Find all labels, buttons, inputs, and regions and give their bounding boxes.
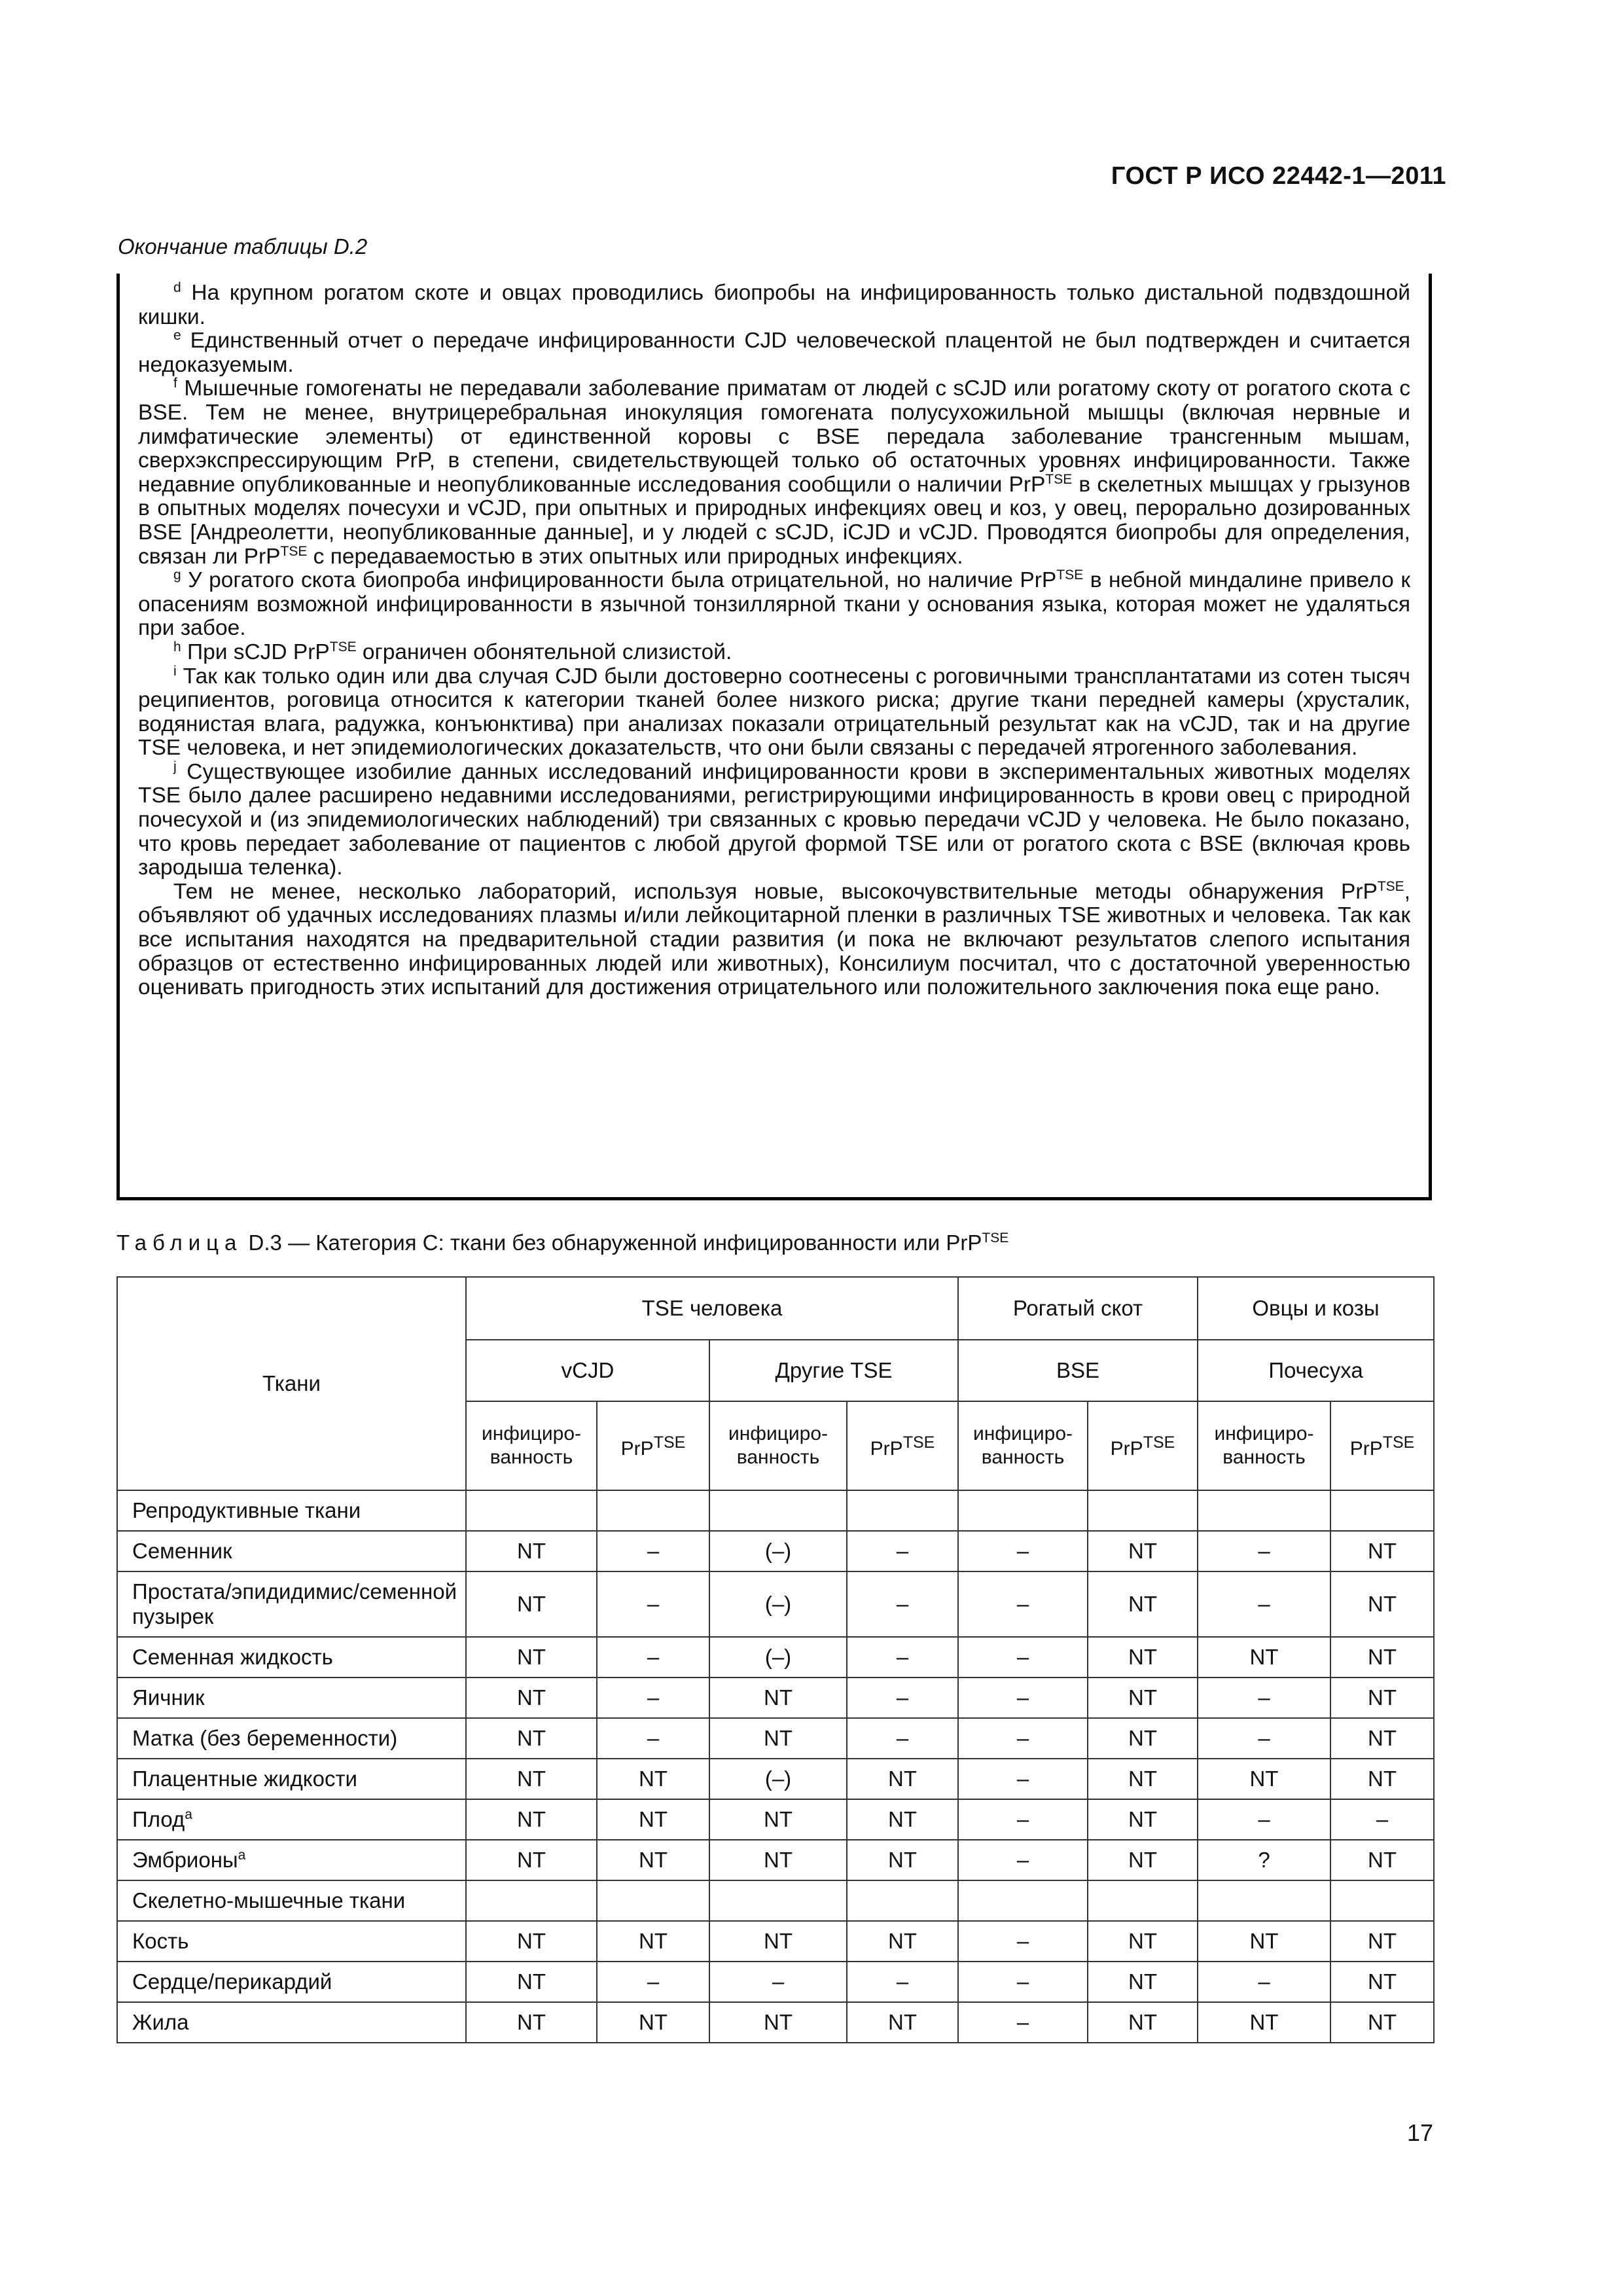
col-header-tissues: Ткани [117, 1277, 466, 1490]
table-cell: NT [1198, 2002, 1330, 2043]
standard-designation: ГОСТ Р ИСО 22442-1—2011 [1111, 162, 1446, 190]
table-cell [597, 1490, 709, 1531]
table-continuation-label: Окончание таблицы D.2 [118, 234, 368, 259]
tissue-name-text: Кость [132, 1929, 189, 1953]
footnote [138, 665, 1410, 761]
table-cell [847, 1490, 958, 1531]
table-cell: NT [847, 1759, 958, 1799]
col-subgroup-other-tse: Другие TSE [709, 1340, 958, 1401]
tissue-name-text: Семенная жидкость [132, 1645, 333, 1669]
table-cell: NT [1330, 1921, 1434, 1962]
footnote [138, 377, 1410, 569]
table-row [117, 1718, 1434, 1759]
tissue-name-text: Эмбрионы [132, 1848, 238, 1872]
tissue-name-text: Жила [132, 2010, 189, 2034]
table-cell: NT [1088, 1962, 1198, 2002]
table-cell: NT [597, 1759, 709, 1799]
table-cell: NT [1088, 1921, 1198, 1962]
tissue-name-text: Семенник [132, 1539, 232, 1563]
table-cell: (–) [709, 1759, 847, 1799]
table-cell: NT [1088, 1677, 1198, 1718]
table-cell: – [597, 1718, 709, 1759]
notes-box [116, 274, 1432, 1200]
footnote [138, 329, 1410, 377]
table-cell: – [958, 1718, 1088, 1759]
tissue-name [117, 1490, 466, 1531]
footnote-text: Существующее изобилие данных исследований инфицированности крови в экспериментальных животных моделях TSE было далее расширено недавними исследованиями, регистрирующими инфицированность в крови овец с природной почесухой и (из эпидемиологических наблюдений) три связанных с кровью передачи vCJD у человека. Не было показано, что кровь передает заболевание от пациентов с любой другой формой TSE или от рогатого скота с BSE (включая кровь зародыша теленка). [138, 759, 1410, 880]
tissue-name [117, 1759, 466, 1799]
table-cell: (–) [709, 1531, 847, 1571]
tissue-name-text: Скелетно-мышечные ткани [132, 1888, 406, 1912]
footnote [138, 761, 1410, 880]
table-cell: NT [1088, 1571, 1198, 1637]
tissue-name [117, 1962, 466, 2002]
footnote-text: Мышечные гомогенаты не передавали заболевание приматам от людей с sCJD или рогатому скоту от рогатого скота с BSE. Тем не менее, внутрицеребральная инокуляция гомогената полусухожильной мышцы (включая нервные и лимфатические элементы) от единственной коровы с BSE передала заболевание трансгенным мышам, сверхэкспрессирующим PrP, в степени, свидетельствующей только об остаточных уровнях инфицированности. Также недавние опубликованные и неопубликованные исследования сообщили о наличии PrP [138, 376, 1410, 497]
table-cell: – [1330, 1799, 1434, 1840]
table-cell: NT [709, 1718, 847, 1759]
table-cell [958, 1880, 1088, 1921]
table-cell: NT [1088, 1718, 1198, 1759]
col-group-sheep-goats: Овцы и козы [1198, 1277, 1434, 1340]
table-cell: NT [1088, 1840, 1198, 1880]
table-cell: NT [709, 2002, 847, 2043]
table-cell: NT [1330, 1962, 1434, 2002]
table-cell: – [1198, 1571, 1330, 1637]
table-cell: NT [597, 1921, 709, 1962]
col-header-prp-sup: TSE [902, 1433, 935, 1452]
table-cell: NT [466, 1799, 597, 1840]
table-row [117, 2002, 1434, 2043]
table-cell: NT [847, 2002, 958, 2043]
col-header-prp-text: PrP [1110, 1438, 1143, 1460]
tissue-name-text: Плацентные жидкости [132, 1767, 357, 1791]
table-cell: – [847, 1677, 958, 1718]
col-header-prp-sup: TSE [1143, 1433, 1175, 1452]
table-d3 [116, 1276, 1435, 2043]
footnote-mark: e [173, 328, 181, 344]
table-cell: NT [1088, 2002, 1198, 2043]
table-row [117, 1571, 1434, 1637]
table-cell: NT [709, 1840, 847, 1880]
col-subgroup-vcjd: vCJD [466, 1340, 709, 1401]
table-cell: NT [466, 1921, 597, 1962]
col-header-prp [1330, 1401, 1434, 1490]
table-cell [466, 1490, 597, 1531]
footnote-mark: j [173, 759, 177, 774]
table-cell: – [597, 1531, 709, 1571]
footnote-sup: TSE [1377, 878, 1404, 894]
table-cell [709, 1490, 847, 1531]
table-cell: – [958, 1571, 1088, 1637]
table-cell: NT [1330, 1840, 1434, 1880]
table-cell: – [958, 1677, 1088, 1718]
table-cell: – [958, 2002, 1088, 2043]
table-cell: NT [847, 1921, 958, 1962]
tissue-name [117, 1531, 466, 1571]
table-cell: NT [1088, 1759, 1198, 1799]
table-cell [709, 1880, 847, 1921]
table-row [117, 1531, 1434, 1571]
table-cell [466, 1880, 597, 1921]
table-cell: – [1198, 1799, 1330, 1840]
table-cell: NT [1330, 2002, 1434, 2043]
col-group-cattle: Рогатый скот [958, 1277, 1198, 1340]
table-row [117, 1637, 1434, 1677]
footnote-text: , объявляют об удачных исследованиях плазмы и/или лейкоцитарной пленки в различных TSE животных и человека. Так как все испытания находятся на предварительной стадии развития (и пока не включают результатов слепого испытания образцов от естественно инфицированных людей или животных), Консилиум посчитал, что с достаточной уверенностью оценивать пригодность этих испытаний для достижения отрицательного или положительного заключения пока еще рано. [138, 879, 1410, 1000]
footnote-sup: TSE [1045, 471, 1073, 487]
table-row [117, 1921, 1434, 1962]
table-cell: NT [1330, 1677, 1434, 1718]
table-cell: – [1198, 1677, 1330, 1718]
table-cell: NT [709, 1677, 847, 1718]
table-cell: – [1198, 1962, 1330, 2002]
table-cell: – [958, 1759, 1088, 1799]
table-cell: ? [1198, 1840, 1330, 1880]
table-cell [1088, 1490, 1198, 1531]
table-cell: – [709, 1962, 847, 2002]
table-cell: NT [597, 1840, 709, 1880]
col-header-prp-sup: TSE [653, 1433, 686, 1452]
table-cell: (–) [709, 1571, 847, 1637]
table-cell: – [597, 1571, 709, 1637]
table-caption-prefix: Таблица [116, 1230, 243, 1255]
col-header-prp-text: PrP [1349, 1438, 1383, 1460]
table-row [117, 1962, 1434, 2002]
col-header-prp-text: PrP [620, 1438, 654, 1460]
table-cell: NT [1330, 1718, 1434, 1759]
table-cell: NT [466, 1531, 597, 1571]
table-cell [1330, 1880, 1434, 1921]
footnote-sup: TSE [280, 543, 308, 559]
table-row [117, 1677, 1434, 1718]
col-subgroup-scrapie: Почесуха [1198, 1340, 1434, 1401]
table-cell: NT [1198, 1921, 1330, 1962]
table-cell: – [958, 1799, 1088, 1840]
table-cell: NT [1088, 1531, 1198, 1571]
table-cell: NT [1330, 1637, 1434, 1677]
col-header-infectivity: инфициро-ванность [709, 1401, 847, 1490]
col-header-prp [847, 1401, 958, 1490]
tissue-footnote-mark: a [238, 1848, 246, 1863]
tissue-name-text: Яичник [132, 1685, 205, 1710]
table-cell: – [1198, 1718, 1330, 1759]
table-cell: – [958, 1962, 1088, 2002]
table-cell: NT [597, 2002, 709, 2043]
table-cell [958, 1490, 1088, 1531]
table-cell: NT [1330, 1531, 1434, 1571]
table-cell: NT [1088, 1799, 1198, 1840]
footnote-sup: TSE [329, 639, 357, 655]
table-cell: NT [597, 1799, 709, 1840]
tissue-name [117, 1880, 466, 1921]
page-number: 17 [1406, 2119, 1433, 2146]
table-cell: – [597, 1677, 709, 1718]
footnote-text: ограничен обонятельной слизистой. [356, 639, 732, 664]
table-cell: NT [466, 1718, 597, 1759]
tissue-name [117, 1718, 466, 1759]
footnote-mark: h [173, 639, 181, 655]
table-cell [1198, 1880, 1330, 1921]
tissue-name-text: Плод [132, 1807, 185, 1831]
table-cell: – [597, 1962, 709, 2002]
tissue-footnote-mark: a [185, 1807, 192, 1822]
table-row [117, 1759, 1434, 1799]
table-cell: NT [466, 1677, 597, 1718]
table-row [117, 1799, 1434, 1840]
tissue-name [117, 1571, 466, 1637]
table-cell: NT [466, 1571, 597, 1637]
footnote [138, 281, 1410, 329]
tissue-name-text: Матка (без беременности) [132, 1726, 398, 1750]
table-row [117, 1840, 1434, 1880]
table-cell: NT [466, 1637, 597, 1677]
col-header-prp-sup: TSE [1382, 1433, 1415, 1452]
footnote-text: При sCJD PrP [181, 639, 330, 664]
table-cell: – [958, 1921, 1088, 1962]
col-header-infectivity: инфициро-ванность [1198, 1401, 1330, 1490]
tissue-name [117, 1840, 466, 1880]
footnote-text: Единственный отчет о передаче инфицированности CJD человеческой плацентой не был подтвержден и считается недоказуемым. [138, 329, 1410, 377]
table-cell: NT [1198, 1637, 1330, 1677]
table-cell: (–) [709, 1637, 847, 1677]
table-cell: – [847, 1637, 958, 1677]
tissue-name [117, 1799, 466, 1840]
footnote-text: У рогатого скота биопроба инфицированности была отрицательной, но наличие PrP [181, 568, 1057, 593]
table-cell: NT [1330, 1571, 1434, 1637]
table-section-row [117, 1880, 1434, 1921]
col-subgroup-bse: BSE [958, 1340, 1198, 1401]
footnote-mark: f [173, 376, 177, 391]
table-cell: NT [1088, 1637, 1198, 1677]
footnote-text: Так как только один или два случая CJD были достоверно соотнесены с роговичными трансплантатами из сотен тысяч реципиентов, роговица относится к категории тканей более низкого риска; другие ткани передней камеры (хрусталик, водянистая влага, радужка, конъюнктива) при анализах показали отрицательный результат как на vCJD, так и на другие TSE человека, и нет эпидемиологических доказательств, что они были связаны с передачей ятрогенного заболевания. [138, 664, 1410, 761]
table-cell: – [847, 1962, 958, 2002]
table-cell: NT [466, 2002, 597, 2043]
tissue-name [117, 2002, 466, 2043]
table-caption-text: D.3 — Категория С: ткани без обнаруженной инфицированности или PrP [242, 1230, 982, 1255]
table-cell: – [958, 1637, 1088, 1677]
footnote-sup: TSE [1056, 567, 1084, 583]
table-cell: NT [1198, 1759, 1330, 1799]
table-cell: – [958, 1840, 1088, 1880]
table-cell: – [597, 1637, 709, 1677]
table-cell: NT [709, 1799, 847, 1840]
table-cell: – [1198, 1531, 1330, 1571]
col-header-infectivity: инфициро-ванность [466, 1401, 597, 1490]
col-header-prp-text: PrP [870, 1438, 903, 1460]
table-cell [1330, 1490, 1434, 1531]
footnote-text: в небной миндалине привело к опасениям возможной инфицированности в язычной тонзиллярной ткани у основания языка, которая может не удаляться при забое. [138, 568, 1410, 641]
tissue-name-text: Сердце/перикардий [132, 1969, 332, 1994]
footnote-text: Тем не менее, несколько лабораторий, используя новые, высокочувствительные методы обнаружения PrP [173, 879, 1378, 904]
tissue-name-text: Простата/эпидидимис/семенной пузырек [132, 1579, 457, 1628]
table-cell: NT [847, 1799, 958, 1840]
table-section-row [117, 1490, 1434, 1531]
footnote-text: На крупном рогатом скоте и овцах проводились биопробы на инфицированность только дистальной подвздошной кишки. [138, 281, 1410, 329]
table-cell [847, 1880, 958, 1921]
footnote [138, 569, 1410, 641]
col-header-infectivity: инфициро-ванность [958, 1401, 1088, 1490]
table-cell: – [847, 1718, 958, 1759]
footnote [138, 641, 1410, 665]
table-cell: NT [709, 1921, 847, 1962]
footnote-mark: i [173, 663, 177, 679]
table-cell: NT [1330, 1759, 1434, 1799]
footnote [138, 880, 1410, 1000]
table-cell [1198, 1490, 1330, 1531]
table-cell: NT [466, 1962, 597, 2002]
footnote-text: с передаваемостью в этих опытных или природных инфекциях. [307, 544, 963, 569]
table-cell [1088, 1880, 1198, 1921]
tissue-name [117, 1677, 466, 1718]
table-cell: – [847, 1531, 958, 1571]
tissue-name-text: Репродуктивные ткани [132, 1498, 361, 1522]
tissue-name [117, 1637, 466, 1677]
footnote-mark: g [173, 567, 181, 583]
col-header-prp [597, 1401, 709, 1490]
table-cell [597, 1880, 709, 1921]
footnote-mark: d [173, 279, 181, 295]
table-cell: NT [847, 1840, 958, 1880]
footnote-text: в скелетных мышцах у грызунов в опытных моделях почесухи и vCJD, при опытных и природных инфекциях овец и коз, у овец, перорально дозированных BSE [Андреолетти, неопубликованные данные], и у людей с sCJD, iCJD и vCJD. Проводятся биопробы для определения, связан ли PrP [138, 472, 1410, 569]
table-caption-sup: TSE [982, 1230, 1009, 1246]
tissue-name [117, 1921, 466, 1962]
table-cell: – [847, 1571, 958, 1637]
col-group-human: TSE человека [466, 1277, 958, 1340]
table-caption [116, 1230, 1008, 1255]
col-header-prp [1088, 1401, 1198, 1490]
table-cell: – [958, 1531, 1088, 1571]
table-cell: NT [466, 1759, 597, 1799]
table-cell: NT [466, 1840, 597, 1880]
